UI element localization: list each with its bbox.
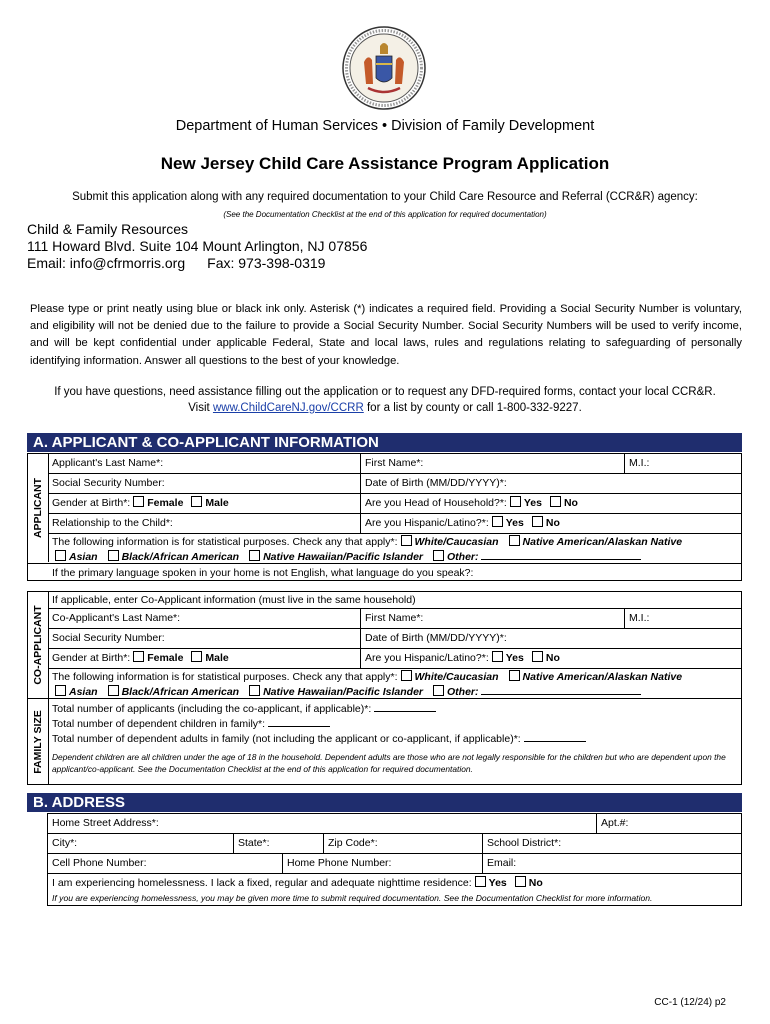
hispanic-no-label: No <box>545 517 560 529</box>
gender-label: Gender at Birth*: <box>52 497 131 509</box>
co-race-prompt: The following information is for statistical purposes. Check any that apply*: <box>52 671 398 683</box>
coapplicant-race-group <box>48 669 741 702</box>
department-heading: Department of Human Services • Division of Family Development <box>175 118 595 134</box>
other-race-checkbox[interactable] <box>433 550 444 561</box>
applicant-mi-field[interactable]: M.I.: <box>624 454 741 473</box>
applicant-side-label: APPLICANT <box>28 454 49 562</box>
checklist-note: (See the Documentation Checklist at the end of this application for required documentation) <box>223 210 547 219</box>
applicant-block <box>27 453 742 581</box>
agency-address: 111 Howard Blvd. Suite 104 Mount Arlington, NJ 07856 <box>27 238 368 254</box>
hispanic-yes-label: Yes <box>505 517 524 529</box>
applicant-gender-row <box>48 494 741 514</box>
co-native-american-label: Native American/Alaskan Native <box>522 671 683 683</box>
agency-email: Email: info@cfrmorris.org <box>27 255 186 271</box>
co-gender-label: Gender at Birth*: <box>52 652 131 664</box>
co-black-checkbox[interactable] <box>108 685 119 696</box>
form-title: New Jersey Child Care Assistance Program Application <box>160 154 610 173</box>
asian-checkbox[interactable] <box>55 550 66 561</box>
asian-label: Asian <box>69 551 98 563</box>
co-hispanic-no-label: No <box>545 652 560 664</box>
co-asian-checkbox[interactable] <box>55 685 66 696</box>
applicant-first-name-field[interactable]: First Name*: <box>360 454 624 473</box>
homeless-note: If you are experiencing homelessness, you may be given more time to submit required documentation. See the Documentation Checklist for more information. <box>52 893 653 903</box>
head-yes-label: Yes <box>523 497 542 509</box>
coapplicant-gender-group <box>48 649 360 668</box>
coapplicant-intro: If applicable, enter Co-Applicant information (must live in the same household) <box>52 594 416 606</box>
female-checkbox[interactable] <box>133 496 144 507</box>
coapplicant-name-row <box>48 609 741 629</box>
co-native-american-checkbox[interactable] <box>509 670 520 681</box>
homeless-group <box>48 874 741 907</box>
hispanic-no-checkbox[interactable] <box>532 516 543 527</box>
co-hispanic-yes-label: Yes <box>505 652 524 664</box>
applicant-dob-field[interactable]: Date of Birth (MM/DD/YYYY)*: <box>360 474 741 493</box>
homeless-no-checkbox[interactable] <box>515 876 526 887</box>
hawaiian-checkbox[interactable] <box>249 550 260 561</box>
co-other-race-checkbox[interactable] <box>433 685 444 696</box>
email-field[interactable]: Email: <box>482 854 741 873</box>
family-size-block <box>27 699 742 785</box>
co-black-label: Black/African American <box>121 686 240 698</box>
co-hispanic-yes-checkbox[interactable] <box>492 651 503 662</box>
native-american-label: Native American/Alaskan Native <box>522 536 683 548</box>
co-other-race-input[interactable] <box>481 694 641 695</box>
hawaiian-label: Native Hawaiian/Pacific Islander <box>263 551 423 563</box>
co-hawaiian-label: Native Hawaiian/Pacific Islander <box>263 686 423 698</box>
homeless-no-label: No <box>528 877 543 889</box>
questions-paragraph <box>0 384 770 416</box>
applicant-ssn-row <box>48 474 741 494</box>
white-checkbox[interactable] <box>401 535 412 546</box>
language-row <box>28 563 741 582</box>
coapplicant-race-row <box>48 669 741 702</box>
head-of-household-group <box>360 494 741 513</box>
applicant-ssn-field[interactable]: Social Security Number: <box>52 477 165 489</box>
city-field[interactable]: City*: <box>52 837 78 849</box>
applicant-hispanic-group <box>360 514 741 533</box>
agency-block <box>27 221 367 272</box>
contact-text: for a list by county or call 1-800-332-9227. <box>366 402 582 414</box>
co-hispanic-label: Are you Hispanic/Latino?*: <box>365 652 489 664</box>
phone-row <box>48 854 741 874</box>
hispanic-label: Are you Hispanic/Latino?*: <box>365 517 489 529</box>
coapplicant-last-name-field[interactable]: Co-Applicant's Last Name*: <box>52 612 181 624</box>
native-american-checkbox[interactable] <box>509 535 520 546</box>
section-b-header: B. ADDRESS <box>27 793 742 812</box>
page-footer-id: CC-1 (12/24) p2 <box>654 997 726 1008</box>
coapplicant-ssn-field[interactable]: Social Security Number: <box>52 632 165 644</box>
other-race-input[interactable] <box>481 559 641 560</box>
female-label: Female <box>147 497 184 509</box>
intro-paragraph: Please type or print neatly using blue or black ink only. Asterisk (*) indicates a required field. Providing a Social Security Number is voluntary, and eligibility will not be denied due to the failure to provide a Social Security Number. Social Security Numbers will be used to verify income, and will be kept confidential under applicable Federal, State and local laws, rules and regulations relating to safeguarding of personally identifying information. Answer all questions to the best of your knowledge. <box>30 303 742 367</box>
applicant-relationship-row <box>48 514 741 534</box>
head-no-checkbox[interactable] <box>550 496 561 507</box>
total-children-input[interactable] <box>268 726 330 727</box>
coapplicant-first-name-field[interactable]: First Name*: <box>360 609 624 628</box>
co-female-label: Female <box>147 652 184 664</box>
homeless-label: I am experiencing homelessness. I lack a fixed, regular and adequate nighttime residence: <box>52 877 472 889</box>
coapplicant-hispanic-group <box>360 649 741 668</box>
family-size-note: Dependent children are all children under the age of 18 in the household. Dependent adults are those who are not legally responsible for the children but who are dependent upon the applicant/co-applicant. See the Documentation Checklist at the end of this application for required documentation. <box>52 752 726 774</box>
coapplicant-gender-row <box>48 649 741 669</box>
co-white-label: White/Caucasian <box>414 671 499 683</box>
homeless-yes-label: Yes <box>488 877 507 889</box>
applicant-name-row <box>48 454 741 474</box>
agency-name: Child & Family Resources <box>27 221 189 237</box>
co-male-checkbox[interactable] <box>191 651 202 662</box>
coapplicant-side-label: CO-APPLICANT <box>28 592 49 698</box>
black-checkbox[interactable] <box>108 550 119 561</box>
cell-phone-field[interactable]: Cell Phone Number: <box>52 857 147 869</box>
ccrr-link[interactable]: www.ChildCareNJ.gov/CCRR <box>212 402 364 414</box>
apt-field[interactable]: Apt.#: <box>596 814 741 833</box>
co-asian-label: Asian <box>69 686 98 698</box>
race-prompt: The following information is for statistical purposes. Check any that apply*: <box>52 536 398 548</box>
head-no-label: No <box>563 497 578 509</box>
hispanic-yes-checkbox[interactable] <box>492 516 503 527</box>
total-adults-label: Total number of dependent adults in family (not including the applicant or co-applicant, if applicable)*: <box>52 733 521 745</box>
head-label: Are you Head of Household?*: <box>365 497 507 509</box>
coapplicant-mi-field[interactable]: M.I.: <box>624 609 741 628</box>
total-applicants-input[interactable] <box>374 711 436 712</box>
total-adults-input[interactable] <box>524 741 586 742</box>
applicant-gender-group <box>48 494 360 513</box>
family-size-side-label: FAMILY SIZE <box>28 699 49 784</box>
total-children-label: Total number of dependent children in family*: <box>52 718 266 730</box>
coapplicant-dob-field[interactable]: Date of Birth (MM/DD/YYYY)*: <box>360 629 741 648</box>
co-female-checkbox[interactable] <box>133 651 144 662</box>
total-applicants-label: Total number of applicants (including the co-applicant, if applicable)*: <box>52 703 372 715</box>
school-district-field[interactable]: School District*: <box>482 834 741 853</box>
homeless-yes-checkbox[interactable] <box>475 876 486 887</box>
co-other-race-label: Other: <box>447 686 479 698</box>
other-race-label: Other: <box>447 551 479 563</box>
address-block <box>47 813 742 906</box>
state-field[interactable]: State*: <box>233 834 323 853</box>
language-field[interactable]: If the primary language spoken in your home is not English, what language do you speak?: <box>52 567 474 579</box>
white-label: White/Caucasian <box>414 536 499 548</box>
home-phone-field[interactable]: Home Phone Number: <box>282 854 482 873</box>
home-street-field[interactable]: Home Street Address*: <box>52 817 159 829</box>
male-checkbox[interactable] <box>191 496 202 507</box>
co-male-label: Male <box>205 652 229 664</box>
co-white-checkbox[interactable] <box>401 670 412 681</box>
agency-fax: Fax: 973-398-0319 <box>207 255 326 271</box>
coapplicant-ssn-row <box>48 629 741 649</box>
zip-field[interactable]: Zip Code*: <box>323 834 482 853</box>
street-row <box>48 814 741 834</box>
coapplicant-block <box>27 591 742 699</box>
coapplicant-intro-row <box>48 592 741 609</box>
relationship-field[interactable]: Relationship to the Child*: <box>52 517 173 529</box>
co-hispanic-no-checkbox[interactable] <box>532 651 543 662</box>
visit-text: Visit <box>188 402 210 414</box>
applicant-last-name-field[interactable]: Applicant's Last Name*: <box>52 457 164 469</box>
section-a-header: A. APPLICANT & CO-APPLICANT INFORMATION <box>27 433 742 452</box>
homeless-row <box>48 874 741 907</box>
city-row <box>48 834 741 854</box>
head-yes-checkbox[interactable] <box>510 496 521 507</box>
submit-instruction: Submit this application along with any required documentation to your Child Care Resource and Referral (CCR&R) agency: <box>72 191 698 203</box>
nj-state-seal-emblem <box>342 26 426 110</box>
questions-line: If you have questions, need assistance filling out the application or to request any DFD-required forms, contact your local CCR&R. <box>54 386 716 398</box>
male-label: Male <box>205 497 229 509</box>
black-label: Black/African American <box>121 551 240 563</box>
co-hawaiian-checkbox[interactable] <box>249 685 260 696</box>
